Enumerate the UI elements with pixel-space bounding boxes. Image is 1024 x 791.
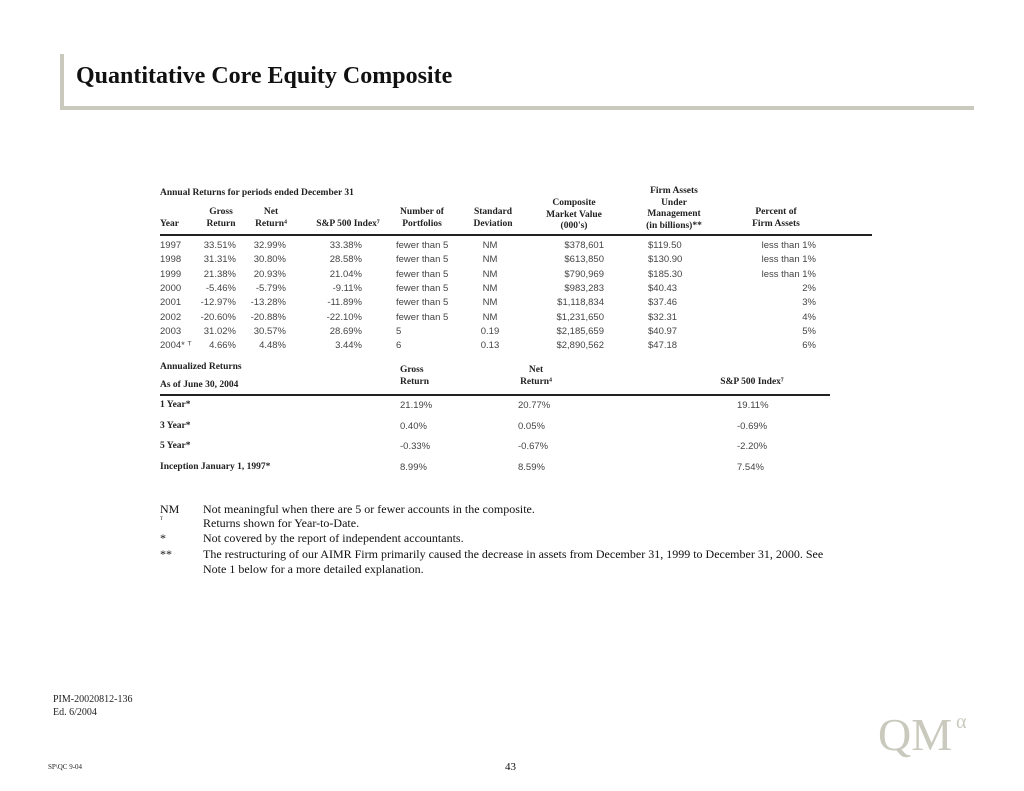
- cell-pct: 2%: [802, 282, 816, 294]
- cell-std: NM: [482, 240, 498, 251]
- table-row: [160, 340, 872, 354]
- annualized-title: Annualized Returns: [160, 362, 242, 372]
- table-row: [160, 297, 872, 311]
- cell-std: NM: [482, 268, 498, 280]
- cell-sp: 19.11%: [737, 400, 769, 411]
- annualized-header-net: Net Return⁴: [520, 365, 552, 387]
- footnote-key: ᵀ: [160, 515, 163, 524]
- footnote-text: Not covered by the report of independent accountants.: [203, 531, 464, 545]
- document-edition: Ed. 6/2004: [53, 707, 97, 718]
- cell-std: NM: [482, 282, 498, 294]
- qm-logo: [876, 706, 972, 762]
- cell-sp: -2.20%: [737, 441, 768, 452]
- cell-year: 2003: [160, 325, 182, 337]
- annualized-header-rule: [160, 394, 830, 396]
- document-number: PIM-20020812-136: [53, 694, 133, 705]
- cell-sp: 7.54%: [737, 461, 764, 473]
- cell-firm: $130.90: [648, 254, 683, 266]
- cell-sp: 28.69%: [329, 325, 362, 337]
- period-label: Inception January 1, 1997*: [160, 461, 271, 472]
- cell-sp: 28.58%: [329, 254, 362, 266]
- cell-std: NM: [482, 254, 498, 266]
- header-percent-firm-assets: Percent of Firm Assets: [752, 207, 800, 229]
- cell-pct: less than 1%: [761, 268, 816, 280]
- header-standard-deviation: Standard Deviation: [473, 207, 513, 229]
- cell-pct: 4%: [802, 311, 816, 323]
- cell-sp: -9.11%: [332, 282, 362, 294]
- cell-gross: 31.02%: [203, 325, 236, 337]
- cell-gross: 33.51%: [203, 240, 236, 251]
- cell-num: fewer than 5: [396, 254, 449, 266]
- page-number: 43: [505, 761, 516, 773]
- cell-net: 30.80%: [253, 254, 286, 266]
- cell-gross: 0.40%: [400, 420, 427, 432]
- annualized-as-of: As of June 30, 2004: [160, 380, 239, 390]
- table-row: [160, 283, 872, 297]
- cell-year: 2004* ᵀ: [160, 340, 192, 352]
- cell-std: 0.13: [480, 340, 500, 352]
- cell-pct: 6%: [802, 340, 816, 352]
- cell-num: fewer than 5: [396, 282, 449, 294]
- annualized-header-gross: Gross Return: [400, 365, 430, 387]
- cell-year: 2000: [160, 282, 182, 294]
- footnote-key: **: [160, 547, 172, 561]
- footer-code: SP\QC 9-04: [48, 763, 83, 771]
- header-year: Year: [160, 219, 179, 229]
- header-sp500: S&P 500 Index⁷: [316, 219, 380, 229]
- footnote-text: The restructuring of our AIMR Firm primarily caused the decrease in assets from December 31, 1999 to December 31, 2000. See Note 1 below for a more detailed explanation.: [203, 547, 824, 576]
- footnote-key: NM: [160, 502, 180, 516]
- cell-gross: 31.31%: [203, 254, 236, 266]
- cell-std: NM: [482, 311, 498, 323]
- footnote-text: Returns shown for Year-to-Date.: [203, 516, 360, 530]
- cell-year: 2001: [160, 297, 182, 309]
- footnote-text: Not meaningful when there are 5 or fewer accounts in the composite.: [203, 502, 535, 516]
- logo-text: QM: [878, 709, 953, 760]
- cell-net: 20.77%: [518, 400, 551, 411]
- header-composite-market-value: Composite Market Value (000's): [546, 198, 602, 231]
- annualized-row: [160, 421, 830, 435]
- cell-num: fewer than 5: [396, 268, 449, 280]
- cell-cmv: $2,185,659: [556, 325, 604, 337]
- cell-cmv: $378,601: [564, 240, 604, 251]
- cell-sp: -11.89%: [327, 297, 362, 309]
- cell-num: 6: [396, 340, 402, 352]
- annual-returns-caption: Annual Returns for periods ended December 31: [160, 188, 354, 198]
- annualized-row: [160, 400, 830, 414]
- page-title: Quantitative Core Equity Composite: [76, 63, 453, 89]
- cell-std: NM: [482, 297, 498, 309]
- table-row: [160, 326, 872, 340]
- cell-num: fewer than 5: [396, 297, 449, 309]
- cell-num: 5: [396, 325, 402, 337]
- cell-year: 1999: [160, 268, 182, 280]
- period-label: 3 Year*: [160, 420, 191, 431]
- annualized-header-sp500: S&P 500 Index⁷: [720, 377, 784, 387]
- cell-std: 0.19: [480, 325, 500, 337]
- annualized-row: [160, 462, 830, 476]
- cell-gross: 4.66%: [209, 340, 236, 352]
- cell-pct: less than 1%: [761, 254, 816, 266]
- cell-sp: 21.04%: [329, 268, 362, 280]
- cell-year: 1997: [160, 240, 182, 251]
- cell-net: 8.59%: [518, 461, 545, 473]
- cell-cmv: $613,850: [564, 254, 604, 266]
- cell-gross: 21.38%: [203, 268, 236, 280]
- cell-gross: -20.60%: [200, 311, 236, 323]
- cell-firm: $40.43: [648, 282, 678, 294]
- cell-net: 32.99%: [253, 240, 286, 251]
- logo-alpha: α: [956, 711, 967, 733]
- cell-net: 4.48%: [259, 340, 286, 352]
- cell-pct: less than 1%: [761, 240, 816, 251]
- cell-sp: -22.10%: [326, 311, 362, 323]
- period-label: 1 Year*: [160, 400, 191, 410]
- cell-net: -5.79%: [255, 282, 286, 294]
- header-firm-assets: Firm Assets Under Management (in billions)**: [646, 186, 702, 231]
- cell-gross: 21.19%: [400, 400, 433, 411]
- header-gross-return: Gross Return: [206, 207, 236, 229]
- cell-sp: 3.44%: [335, 340, 362, 352]
- header-net-return: Net Return⁴: [255, 207, 287, 229]
- cell-gross: -0.33%: [400, 441, 431, 452]
- cell-cmv: $983,283: [564, 282, 604, 294]
- cell-net: 0.05%: [518, 420, 545, 432]
- cell-gross: 8.99%: [400, 461, 427, 473]
- cell-sp: 33.38%: [329, 240, 362, 251]
- cell-sp: -0.69%: [737, 420, 768, 432]
- cell-firm: $47.18: [648, 340, 678, 352]
- footnote-key: *: [160, 531, 166, 545]
- table-row: [160, 269, 872, 283]
- cell-pct: 5%: [802, 325, 816, 337]
- cell-net: -20.88%: [250, 311, 286, 323]
- cell-gross: -5.46%: [205, 282, 236, 294]
- annualized-row: [160, 441, 830, 455]
- cell-firm: $185.30: [648, 268, 683, 280]
- cell-num: fewer than 5: [396, 240, 449, 251]
- table-row: [160, 240, 872, 254]
- cell-pct: 3%: [802, 297, 816, 309]
- cell-cmv: $1,118,834: [557, 297, 604, 309]
- cell-firm: $40.97: [648, 325, 678, 337]
- cell-cmv: $2,890,562: [556, 340, 604, 352]
- cell-gross: -12.97%: [200, 297, 236, 309]
- cell-firm: $37.46: [648, 297, 678, 309]
- table-row: [160, 254, 872, 268]
- title-bar: [60, 54, 974, 110]
- cell-year: 1998: [160, 254, 182, 266]
- cell-cmv: $790,969: [564, 268, 604, 280]
- title-left-rule: [60, 54, 64, 110]
- header-number-of-portfolios: Number of Portfolios: [400, 207, 444, 229]
- cell-cmv: $1,231,650: [556, 311, 604, 323]
- cell-net: 20.93%: [253, 268, 286, 280]
- header-rule: [160, 234, 872, 236]
- cell-year: 2002: [160, 311, 182, 323]
- cell-net: 30.57%: [253, 325, 286, 337]
- document-id: [53, 693, 132, 719]
- cell-firm: $119.50: [648, 240, 682, 251]
- cell-net: -13.28%: [250, 297, 286, 309]
- title-bottom-rule: [60, 106, 974, 110]
- period-label: 5 Year*: [160, 441, 191, 451]
- cell-num: fewer than 5: [396, 311, 449, 323]
- cell-firm: $32.31: [648, 311, 678, 323]
- cell-net: -0.67%: [518, 441, 549, 452]
- table-row: [160, 312, 872, 326]
